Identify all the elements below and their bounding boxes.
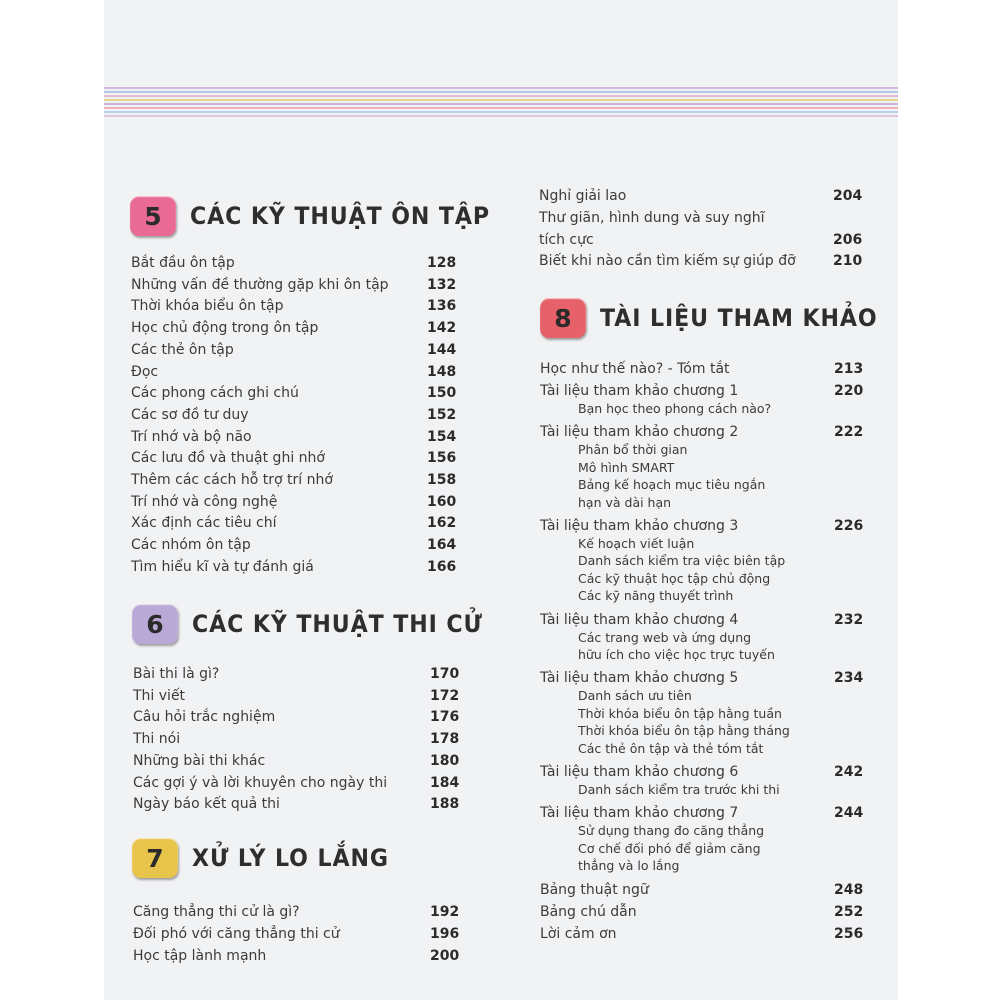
toc-entry-page: 242 — [834, 764, 864, 780]
toc-subentry: hữu ích cho việc học trực tuyến — [578, 647, 775, 662]
toc-entry-page: 256 — [834, 925, 864, 942]
toc-subentry: Các kỹ năng thuyết trình — [578, 588, 734, 604]
chapter-7-badge: 7 — [132, 838, 178, 878]
chapter-8-badge: 8 — [540, 298, 586, 338]
toc-entry-page: 150 — [427, 385, 457, 402]
toc-entry-page: 158 — [427, 472, 457, 488]
toc-entry-label: Những bài thi khác — [133, 752, 266, 769]
toc-entry-label: Đối phó với căng thẳng thi cử — [133, 926, 340, 942]
toc-entry-page: 234 — [834, 670, 864, 687]
toc-entry-label: Học chủ động trong ôn tập — [131, 320, 319, 337]
chapter-5-heading — [130, 196, 516, 236]
toc-entry-label: Các phong cách ghi chú — [131, 385, 299, 402]
toc-subentry: Bảng kế hoạch mục tiêu ngắn — [578, 477, 766, 493]
toc-entry-label: Đọc — [131, 363, 159, 380]
chapter-7-heading — [132, 838, 406, 878]
toc-entry-page: 160 — [427, 493, 457, 510]
toc-entry-page: 232 — [834, 611, 864, 628]
toc-entry-label: Các nhóm ôn tập — [131, 537, 251, 554]
toc-subentry: Phân bổ thời gian — [578, 442, 688, 458]
toc-entry-label: Thời khóa biểu ôn tập — [131, 298, 284, 315]
toc-entry-label: Các lưu đồ và thuật ghi nhớ — [131, 450, 325, 467]
toc-entry-label: Các sơ đồ tư duy — [131, 406, 249, 423]
chapter-6-badge: 6 — [132, 604, 178, 644]
toc-entry-label: Thư giãn, hình dung và suy nghĩ — [539, 210, 765, 226]
toc-entry-page: 176 — [430, 709, 460, 726]
toc-entry-label: Học như thế nào? - Tóm tắt — [540, 361, 730, 377]
toc-entry-label: Tài liệu tham khảo chương 7 — [540, 805, 739, 822]
toc-entry-page: 248 — [834, 881, 864, 898]
toc-entry-page: 142 — [427, 320, 457, 337]
toc-entry-page: 226 — [834, 518, 864, 534]
toc-entry-label: Bảng thuật ngữ — [540, 881, 649, 898]
toc-subentry: Sử dụng thang đo căng thẳng — [578, 823, 765, 839]
chapter-5-title: CÁC KỸ THUẬT ÔN TẬP — [190, 202, 491, 230]
toc-entry-label: Những vấn đề thường gặp khi ôn tập — [131, 276, 389, 293]
toc-entry-page: 132 — [427, 276, 457, 293]
toc-entry-page: 244 — [834, 805, 864, 822]
toc-entry-page: 164 — [427, 537, 457, 554]
toc-entry-page: 222 — [834, 424, 864, 441]
toc-entry-page: 252 — [834, 903, 864, 920]
toc-subentry: Thời khóa biểu ôn tập hằng tháng — [578, 723, 790, 739]
toc-entry-page: 196 — [430, 926, 460, 942]
toc-entry-page: 162 — [427, 515, 457, 532]
toc-entry-label: Thêm các cách hỗ trợ trí nhớ — [131, 472, 333, 488]
toc-subentry: Các thẻ ôn tập và thẻ tóm tắt — [578, 740, 764, 756]
toc-subentry: Danh sách kiểm tra trước khi thi — [578, 782, 780, 797]
toc-subentry: Bạn học theo phong cách nào? — [578, 401, 772, 416]
toc-entry-label: Bài thi là gì? — [133, 666, 220, 682]
toc-entry-page: 172 — [430, 687, 460, 704]
chapter-6-heading — [132, 604, 508, 644]
toc-entry-page: 213 — [834, 361, 864, 377]
toc-entry-label: Trí nhớ và bộ não — [131, 428, 252, 445]
toc-entry-label: Bắt đầu ôn tập — [131, 255, 235, 271]
toc-entry-label: Các gợi ý và lời khuyên cho ngày thi — [133, 774, 388, 791]
toc-entry-label: Căng thẳng thi cử là gì? — [133, 904, 300, 920]
toc-entry-label: Lời cảm ơn — [540, 925, 617, 942]
toc-entry-page: 210 — [833, 253, 863, 269]
toc-entry-page: 166 — [427, 558, 457, 575]
toc-entry-label: Các thẻ ôn tập — [131, 341, 234, 358]
toc-subentry: Danh sách kiểm tra việc biên tập — [578, 553, 786, 569]
toc-entry-label: Bảng chú dẫn — [540, 903, 637, 920]
chapter-8-title: TÀI LIỆU THAM KHẢO — [600, 304, 878, 332]
toc-entry-page: 184 — [430, 774, 460, 791]
toc-entry-page: 200 — [430, 948, 460, 964]
toc-entry-page: 170 — [430, 666, 460, 682]
toc-entry-page: 180 — [430, 752, 460, 769]
toc-entry-page: 188 — [430, 796, 460, 813]
toc-subentry: Mô hình SMART — [578, 459, 675, 475]
toc-entry-label: Tài liệu tham khảo chương 1 — [540, 383, 739, 399]
toc-subentry: Thời khóa biểu ôn tập hằng tuần — [578, 705, 782, 721]
toc-entry-label: Trí nhớ và công nghệ — [131, 493, 278, 510]
toc-entry-label: Tài liệu tham khảo chương 2 — [540, 424, 739, 441]
toc-entry-page: 148 — [427, 363, 457, 380]
toc-entry-page: 206 — [833, 232, 863, 248]
toc-subentry: Kế hoạch viết luận — [578, 536, 695, 551]
chapter-7-title: XỬ LÝ LO LẮNG — [192, 844, 389, 872]
toc-entry-label: Tài liệu tham khảo chương 6 — [540, 764, 739, 780]
toc-entry-label: Tìm hiểu kĩ và tự đánh giá — [131, 558, 314, 575]
toc-entry-label: Biết khi nào cần tìm kiếm sự giúp đỡ — [539, 253, 796, 269]
toc-entry-label: Câu hỏi trắc nghiệm — [133, 709, 276, 726]
toc-entry-label: Thi nói — [133, 731, 181, 748]
toc-entry-label: Tài liệu tham khảo chương 3 — [540, 518, 739, 534]
toc-entry-page: 178 — [430, 731, 460, 748]
decorative-stripes — [104, 86, 898, 119]
toc-subentry: Danh sách ưu tiên — [578, 688, 692, 704]
toc-entry-page: 144 — [427, 341, 457, 358]
toc-subentry: Các trang web và ứng dụng — [578, 629, 752, 645]
toc-entry-page: 128 — [427, 255, 457, 271]
toc-entry-page: 154 — [427, 428, 457, 445]
toc-entry-label: Thi viết — [133, 687, 186, 704]
toc-entry-label: tích cực — [539, 232, 594, 248]
toc-entry-label: Tài liệu tham khảo chương 4 — [540, 611, 739, 628]
toc-entry-page: 152 — [427, 406, 457, 423]
toc-entry-page: 192 — [430, 904, 460, 920]
toc-entry-label: Ngày báo kết quả thi — [133, 796, 280, 813]
chapter-8-heading — [540, 298, 902, 338]
toc-entry-label: Nghỉ giải lao — [539, 188, 627, 204]
chapter-5-badge: 5 — [130, 196, 176, 236]
toc-subentry: Cơ chế đối phó để giảm căng — [578, 840, 761, 856]
toc-entry-label: Tài liệu tham khảo chương 5 — [540, 670, 739, 687]
toc-entry-label: Học tập lành mạnh — [133, 948, 267, 964]
toc-entry-page: 156 — [427, 450, 457, 467]
toc-entry-label: Xác định các tiêu chí — [131, 515, 277, 532]
toc-subentry: hạn và dài hạn — [578, 494, 672, 510]
toc-subentry: thẳng và lo lắng — [578, 858, 680, 874]
toc-entry-page: 220 — [834, 383, 864, 399]
chapter-6-title: CÁC KỸ THUẬT THI CỬ — [192, 610, 483, 638]
toc-entry-page: 204 — [833, 188, 863, 204]
toc-entry-page: 136 — [427, 298, 457, 315]
toc-subentry: Các kỹ thuật học tập chủ động — [578, 570, 771, 586]
